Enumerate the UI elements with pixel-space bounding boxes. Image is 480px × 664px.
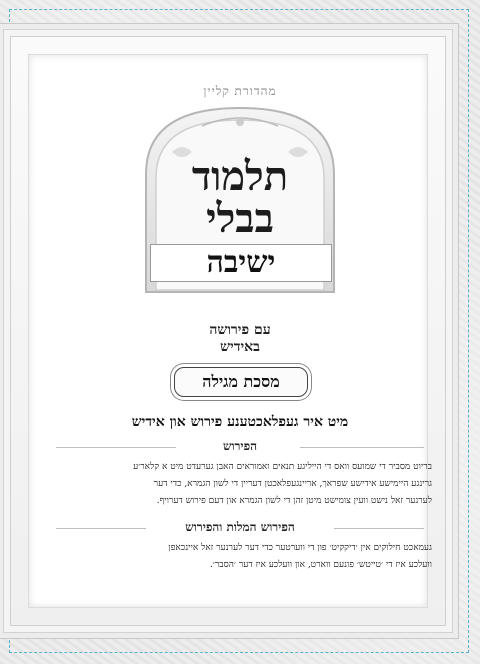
tractate-label: מסכת מגילה bbox=[174, 367, 308, 397]
subtitle-line-1: עם פירושה bbox=[209, 322, 271, 338]
edition-label: מהדורת קליין bbox=[203, 84, 277, 98]
title-line-1: תלמוד bbox=[191, 153, 289, 200]
subtitle-line-2: באידיש bbox=[220, 339, 260, 355]
section1-paragraph bbox=[48, 459, 432, 510]
section2-paragraph bbox=[48, 540, 432, 574]
section1-line: לערנער זאל נישט וועין צומישט מיטן זהן די לשון הגמרא און דעם פירוש דערויף. bbox=[156, 496, 432, 506]
section2-heading: הפירוש המלות והפירוש bbox=[185, 520, 295, 534]
section1-line: בריוט מסביר די שמועס וואס די הייליגע תנאים ואמוראים האבן גערעדט מיט א קלאר׳ע bbox=[133, 462, 432, 472]
section2-line: געמאכט חילוקים אין ׳דיקקיט׳ פון די ווערטער כדי דער לערנער זאל איינכאפן bbox=[168, 543, 432, 553]
tagline: מיט איר געפלאכטענע פירוש און אידיש bbox=[131, 414, 349, 430]
title-line-2: בבלי bbox=[206, 195, 274, 242]
title-band: ישיבה bbox=[150, 244, 332, 282]
section2-line: וועלכע איז די ׳טייטש׳ פונעם ווארט, און וועלכע איז דער ׳הסבר׳. bbox=[209, 560, 432, 570]
section1-line: גרינגע היימישע אידישע שפראך, אריינגעפלאכטן דעריין די לשון הגמרא, כדי דער bbox=[153, 479, 432, 489]
section1-heading: הפירוש bbox=[222, 439, 258, 453]
